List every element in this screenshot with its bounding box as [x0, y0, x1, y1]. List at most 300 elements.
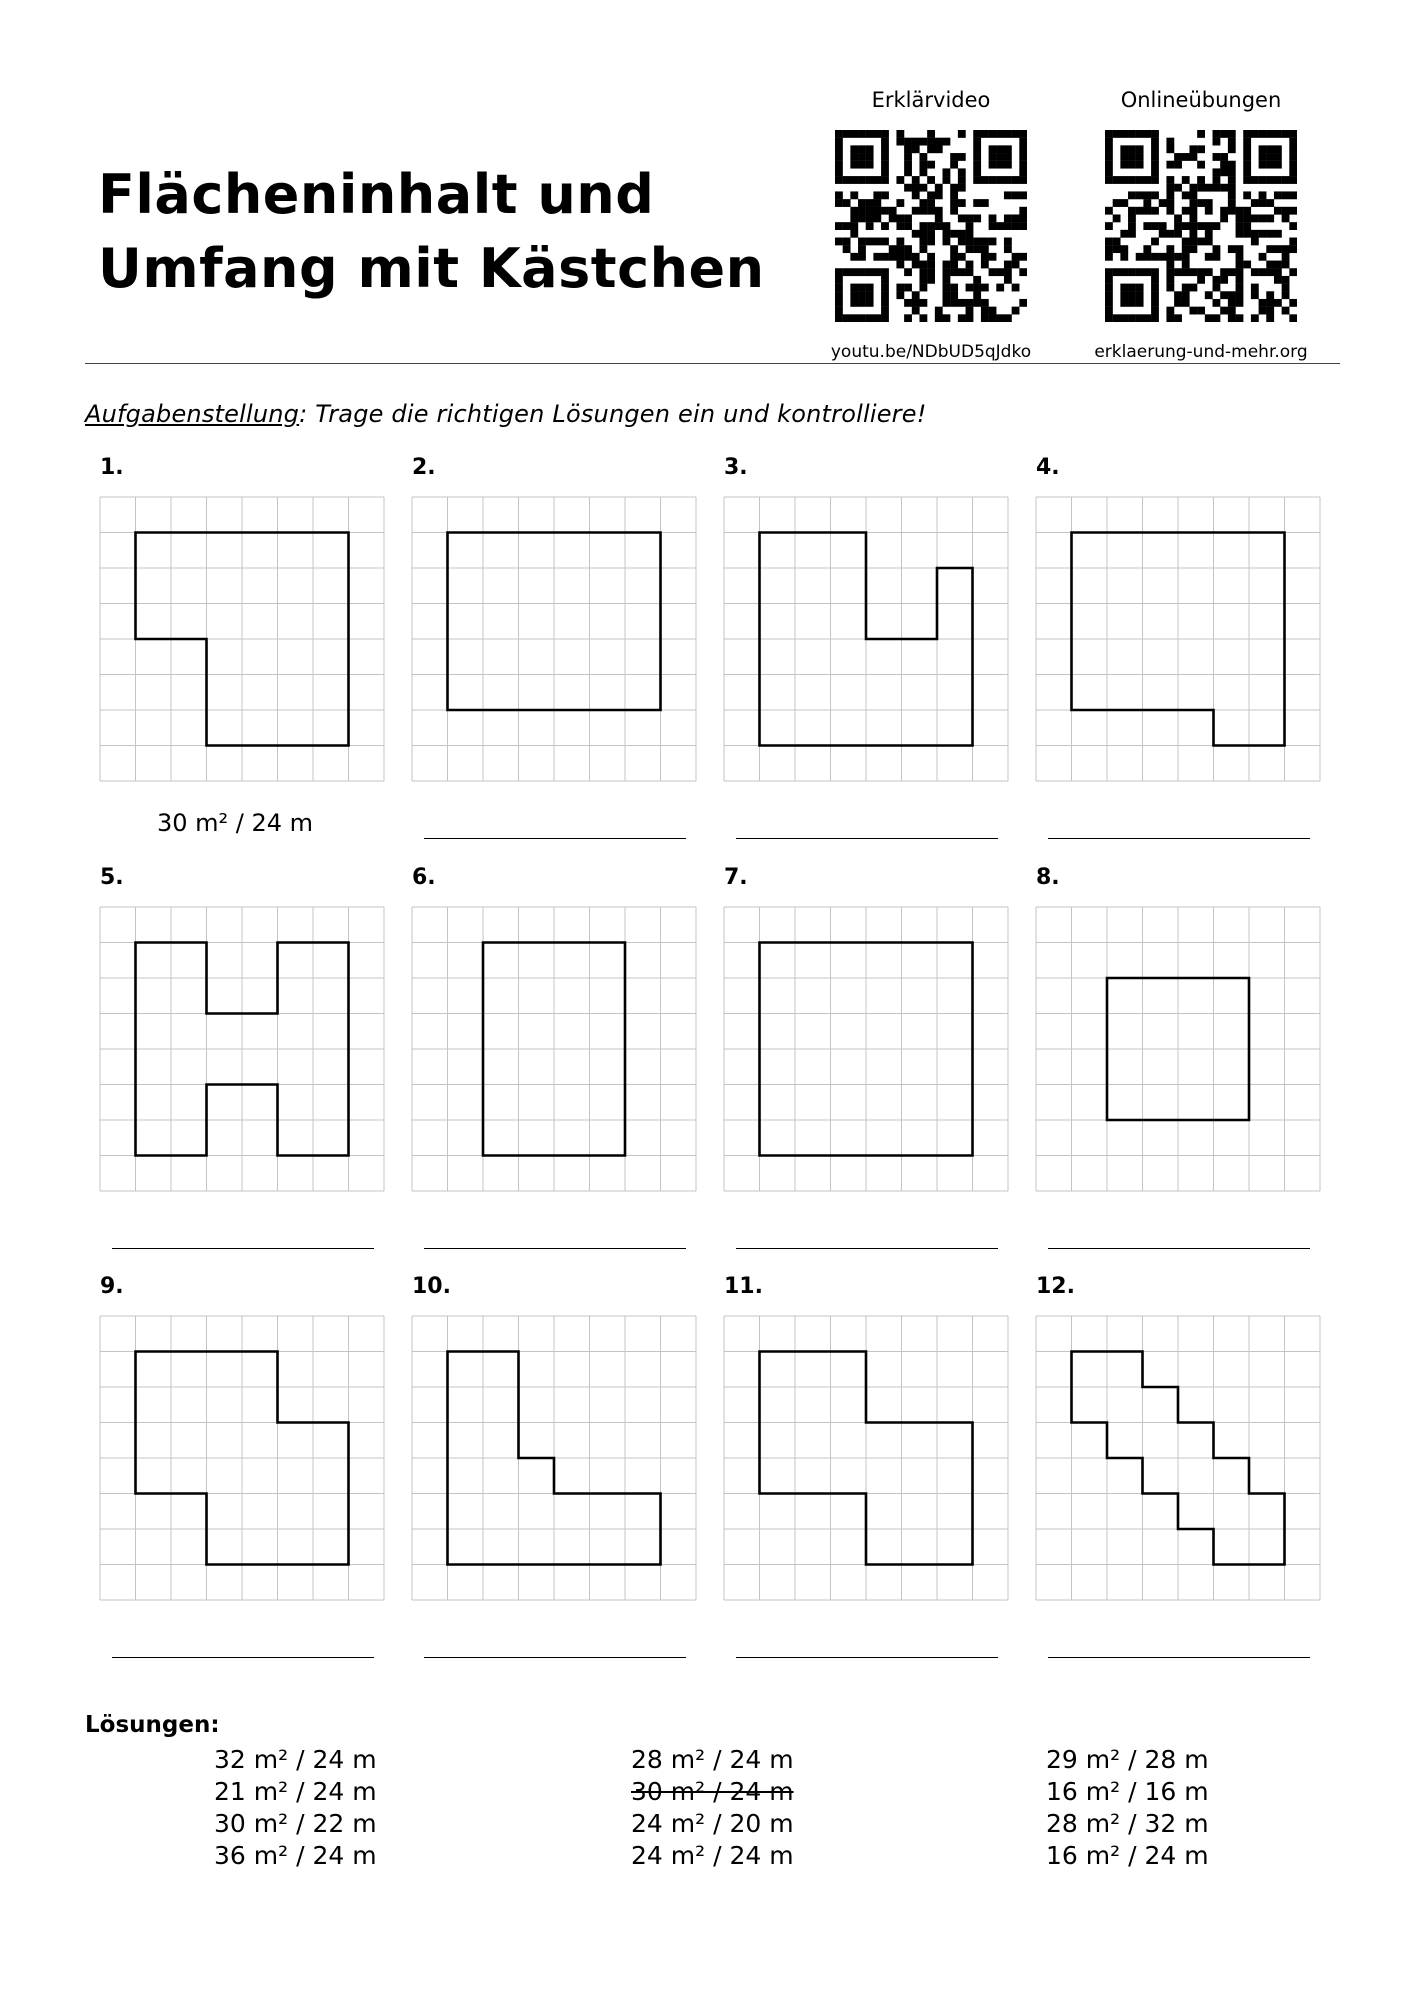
qr-module — [850, 153, 858, 161]
qr-module — [835, 153, 843, 161]
qr-module — [1213, 168, 1221, 176]
qr-module — [1019, 191, 1027, 199]
exercises-url[interactable]: erklaerung-und-mehr.org — [1094, 342, 1308, 362]
qr-module — [1243, 168, 1251, 176]
qr-module — [835, 191, 843, 199]
qr-module — [958, 153, 966, 161]
problem-number: 9. — [100, 1274, 124, 1299]
qr-module — [966, 245, 974, 253]
qr-module — [843, 176, 851, 184]
answer-blank[interactable] — [1048, 1657, 1310, 1658]
qr-module — [912, 230, 920, 238]
qr-module — [866, 314, 874, 322]
qr-module — [1019, 253, 1027, 261]
instruction — [85, 400, 927, 428]
qr-module — [1004, 130, 1012, 138]
qr-module — [889, 207, 897, 215]
qr-module — [1120, 130, 1128, 138]
qr-module — [1259, 161, 1267, 169]
qr-module — [1151, 314, 1159, 322]
exercises-label: Onlineübungen — [1120, 88, 1282, 112]
qr-module — [981, 130, 989, 138]
instruction-lead: Aufgabenstellung — [85, 400, 300, 428]
qr-module — [896, 222, 904, 230]
qr-module — [1220, 184, 1228, 192]
qr-module — [858, 199, 866, 207]
qr-module — [1105, 245, 1113, 253]
qr-module — [1228, 268, 1236, 276]
qr-module — [950, 299, 958, 307]
qr-module — [858, 245, 866, 253]
qr-module — [904, 253, 912, 261]
solution-value-crossed-out: 30 m² / 24 m — [631, 1777, 794, 1806]
qr-module — [1019, 153, 1027, 161]
qr-module — [1120, 299, 1128, 307]
qr-module — [1105, 161, 1113, 169]
problem-number: 5. — [100, 865, 124, 890]
qr-module — [927, 230, 935, 238]
qr-module — [866, 199, 874, 207]
qr-module — [858, 291, 866, 299]
qr-module — [896, 138, 904, 146]
qr-module — [1166, 284, 1174, 292]
qr-module — [896, 261, 904, 269]
qr-module — [950, 207, 958, 215]
qr-module — [1019, 222, 1027, 230]
qr-module — [1220, 130, 1228, 138]
qr-module — [927, 207, 935, 215]
qr-module — [1197, 199, 1205, 207]
qr-module — [1151, 130, 1159, 138]
qr-module — [996, 268, 1004, 276]
qr-module — [1205, 222, 1213, 230]
worksheet-title — [98, 158, 765, 306]
qr-module — [866, 145, 874, 153]
qr-module — [1274, 145, 1282, 153]
qr-module — [919, 268, 927, 276]
qr-module — [904, 161, 912, 169]
qr-module — [973, 199, 981, 207]
title-line-1: Flächeninhalt und — [98, 163, 655, 226]
qr-module — [919, 138, 927, 146]
qr-module — [1259, 145, 1267, 153]
qr-module — [927, 261, 935, 269]
qr-module — [1228, 168, 1236, 176]
qr-module — [1197, 130, 1205, 138]
qr-module — [1266, 245, 1274, 253]
qr-module — [1128, 145, 1136, 153]
qr-module — [1143, 176, 1151, 184]
problem-grid-figure — [99, 1315, 385, 1601]
qr-module — [1128, 299, 1136, 307]
qr-module — [904, 222, 912, 230]
qr-module — [850, 284, 858, 292]
qr-module — [973, 238, 981, 246]
qr-module — [1220, 268, 1228, 276]
qr-module — [881, 222, 889, 230]
qr-module — [1236, 276, 1244, 284]
qr-module — [989, 130, 997, 138]
qr-module — [889, 214, 897, 222]
qr-module — [989, 268, 997, 276]
qr-module — [1128, 176, 1136, 184]
qr-module — [989, 222, 997, 230]
qr-module — [1019, 168, 1027, 176]
qr-module — [958, 314, 966, 322]
qr-module — [1019, 207, 1027, 215]
qr-module — [1120, 314, 1128, 322]
qr-module — [958, 230, 966, 238]
qr-module — [1236, 268, 1244, 276]
qr-module — [989, 176, 997, 184]
qr-module — [1182, 176, 1190, 184]
qr-module — [1174, 222, 1182, 230]
qr-module — [943, 314, 951, 322]
qr-module — [973, 130, 981, 138]
qr-module — [1189, 222, 1197, 230]
qr-module — [1220, 307, 1228, 315]
qr-module — [1282, 291, 1290, 299]
qr-module — [1143, 199, 1151, 207]
qr-module — [1136, 291, 1144, 299]
qr-module — [1004, 161, 1012, 169]
qr-module — [1243, 261, 1251, 269]
qr-module — [927, 130, 935, 138]
qr-module — [935, 207, 943, 215]
qr-module — [1228, 138, 1236, 146]
qr-module — [881, 161, 889, 169]
qr-module — [1182, 299, 1190, 307]
qr-module — [850, 207, 858, 215]
qr-module — [866, 130, 874, 138]
qr-module — [981, 261, 989, 269]
qr-module — [996, 314, 1004, 322]
qr-module — [835, 238, 843, 246]
qr-module — [1259, 176, 1267, 184]
qr-module — [1189, 230, 1197, 238]
qr-module — [1236, 214, 1244, 222]
qr-module — [1274, 207, 1282, 215]
qr-module — [927, 191, 935, 199]
qr-module — [881, 168, 889, 176]
qr-module — [912, 307, 920, 315]
qr-module — [1105, 130, 1113, 138]
qr-module — [1019, 176, 1027, 184]
qr-module — [1182, 191, 1190, 199]
qr-module — [1143, 268, 1151, 276]
answer-blank[interactable] — [112, 1248, 374, 1249]
qr-module — [919, 299, 927, 307]
qr-module — [1197, 238, 1205, 246]
qr-module — [1228, 314, 1236, 322]
qr-module — [1105, 222, 1113, 230]
qr-module — [981, 314, 989, 322]
qr-module — [1243, 130, 1251, 138]
qr-module — [835, 161, 843, 169]
qr-module — [835, 276, 843, 284]
answer-blank[interactable] — [424, 1657, 686, 1658]
qr-module — [935, 307, 943, 315]
qr-module — [858, 153, 866, 161]
qr-module — [943, 276, 951, 284]
qr-module — [881, 253, 889, 261]
qr-module — [881, 153, 889, 161]
qr-module — [1143, 245, 1151, 253]
qr-module — [1105, 138, 1113, 146]
qr-module — [881, 284, 889, 292]
qr-module — [858, 299, 866, 307]
qr-module — [866, 153, 874, 161]
qr-module — [1266, 230, 1274, 238]
qr-module — [843, 199, 851, 207]
qr-module — [1205, 199, 1213, 207]
qr-module — [1266, 130, 1274, 138]
qr-module — [1205, 291, 1213, 299]
qr-module — [858, 214, 866, 222]
qr-module — [881, 138, 889, 146]
qr-module — [843, 130, 851, 138]
qr-module — [1243, 222, 1251, 230]
qr-module — [866, 238, 874, 246]
qr-module — [919, 207, 927, 215]
qr-module — [1274, 245, 1282, 253]
qr-module — [1243, 230, 1251, 238]
answer-blank[interactable] — [736, 1657, 998, 1658]
qr-module — [881, 238, 889, 246]
qr-module — [1251, 268, 1259, 276]
qr-module — [1289, 191, 1297, 199]
qr-module — [935, 214, 943, 222]
qr-module — [1128, 291, 1136, 299]
qr-module — [1182, 268, 1190, 276]
qr-module — [866, 291, 874, 299]
qr-module — [904, 184, 912, 192]
qr-module — [1243, 145, 1251, 153]
qr-module — [1251, 314, 1259, 322]
qr-module — [1019, 268, 1027, 276]
qr-module — [1159, 199, 1167, 207]
qr-module — [889, 253, 897, 261]
qr-module — [1274, 268, 1282, 276]
qr-module — [858, 314, 866, 322]
video-url[interactable]: youtu.be/NDbUD5qJdko — [830, 342, 1032, 362]
qr-module — [850, 268, 858, 276]
qr-module — [1128, 230, 1136, 238]
qr-module — [866, 214, 874, 222]
qr-module — [1189, 191, 1197, 199]
qr-module — [1289, 153, 1297, 161]
qr-module — [1220, 276, 1228, 284]
qr-module — [1236, 261, 1244, 269]
qr-module — [989, 314, 997, 322]
qr-module — [1243, 207, 1251, 215]
qr-module — [904, 245, 912, 253]
qr-module — [1113, 199, 1121, 207]
qr-module — [989, 145, 997, 153]
qr-module — [1266, 261, 1274, 269]
qr-module — [935, 184, 943, 192]
qr-module — [904, 284, 912, 292]
qr-module — [1151, 276, 1159, 284]
qr-module — [881, 276, 889, 284]
qr-module — [1197, 307, 1205, 315]
qr-module — [1004, 214, 1012, 222]
qr-module — [943, 299, 951, 307]
qr-module — [1113, 176, 1121, 184]
qr-module — [966, 268, 974, 276]
qr-module — [866, 176, 874, 184]
qr-module — [1128, 191, 1136, 199]
qr-module — [950, 199, 958, 207]
qr-module — [1243, 176, 1251, 184]
qr-module — [935, 138, 943, 146]
qr-module — [1220, 168, 1228, 176]
qr-module — [1166, 314, 1174, 322]
answer-blank[interactable] — [736, 1248, 998, 1249]
qr-module — [1105, 253, 1113, 261]
qr-module — [1128, 314, 1136, 322]
qr-module — [919, 276, 927, 284]
qr-module — [1113, 214, 1121, 222]
qr-module — [966, 238, 974, 246]
qr-module — [835, 222, 843, 230]
qr-module — [1197, 176, 1205, 184]
qr-module — [1012, 222, 1020, 230]
qr-module — [1236, 253, 1244, 261]
qr-module — [912, 191, 920, 199]
qr-module — [843, 268, 851, 276]
qr-module — [1243, 153, 1251, 161]
qr-module — [1236, 284, 1244, 292]
qr-module — [1012, 191, 1020, 199]
qr-module — [996, 130, 1004, 138]
qr-module — [1266, 161, 1274, 169]
qr-module — [1289, 299, 1297, 307]
qr-module — [950, 268, 958, 276]
qr-module — [1282, 214, 1290, 222]
qr-module — [1259, 268, 1267, 276]
qr-module — [850, 191, 858, 199]
qr-module — [1136, 268, 1144, 276]
qr-module — [1251, 238, 1259, 246]
qr-module — [981, 245, 989, 253]
qr-module — [958, 168, 966, 176]
qr-module — [1174, 268, 1182, 276]
qr-module — [1166, 138, 1174, 146]
qr-module — [966, 284, 974, 292]
qr-module — [858, 145, 866, 153]
qr-module — [989, 214, 997, 222]
answer-blank[interactable] — [1048, 1248, 1310, 1249]
qr-module — [873, 176, 881, 184]
qr-module — [1012, 130, 1020, 138]
qr-module — [1228, 145, 1236, 153]
qr-module — [958, 253, 966, 261]
qr-module — [1182, 253, 1190, 261]
qr-module — [896, 130, 904, 138]
answer-blank[interactable] — [1048, 838, 1310, 839]
qr-module — [958, 214, 966, 222]
qr-module — [1151, 284, 1159, 292]
solution-value: 32 m² / 24 m — [214, 1745, 377, 1774]
qr-module — [981, 284, 989, 292]
problem-number: 1. — [100, 455, 124, 480]
qr-module — [896, 253, 904, 261]
qr-module — [835, 299, 843, 307]
answer-blank[interactable] — [736, 838, 998, 839]
qr-module — [1220, 153, 1228, 161]
qr-module — [996, 176, 1004, 184]
qr-module — [1228, 130, 1236, 138]
qr-module — [1213, 176, 1221, 184]
problem-number: 10. — [412, 1274, 451, 1299]
qr-module — [1189, 153, 1197, 161]
qr-module — [1151, 222, 1159, 230]
qr-module — [1274, 276, 1282, 284]
qr-module — [904, 138, 912, 146]
qr-module — [912, 145, 920, 153]
qr-module — [1182, 291, 1190, 299]
qr-module — [1266, 314, 1274, 322]
qr-module — [935, 191, 943, 199]
solutions-column-3 — [1046, 1744, 1209, 1872]
qr-module — [943, 261, 951, 269]
answer-blank[interactable] — [424, 1248, 686, 1249]
exercises-qr-code[interactable] — [1105, 130, 1297, 322]
qr-module — [958, 184, 966, 192]
qr-module — [943, 138, 951, 146]
qr-module — [981, 299, 989, 307]
video-qr-code[interactable] — [835, 130, 1027, 322]
qr-module — [943, 291, 951, 299]
qr-module — [927, 276, 935, 284]
qr-module — [1105, 168, 1113, 176]
qr-module — [950, 191, 958, 199]
qr-module — [1236, 230, 1244, 238]
solution-value: 29 m² / 28 m — [1046, 1745, 1209, 1774]
qr-module — [1151, 253, 1159, 261]
qr-module — [858, 284, 866, 292]
qr-module — [1151, 138, 1159, 146]
qr-module — [1251, 214, 1259, 222]
qr-module — [989, 161, 997, 169]
qr-module — [1205, 253, 1213, 261]
qr-module — [1004, 145, 1012, 153]
qr-module — [1213, 245, 1221, 253]
qr-module — [850, 222, 858, 230]
solution-value: 28 m² / 24 m — [631, 1745, 794, 1774]
qr-module — [866, 299, 874, 307]
qr-module — [1012, 284, 1020, 292]
problem-grid-figure — [411, 1315, 697, 1601]
qr-module — [996, 222, 1004, 230]
qr-module — [1105, 145, 1113, 153]
qr-module — [966, 261, 974, 269]
qr-module — [1120, 268, 1128, 276]
qr-module — [1166, 199, 1174, 207]
qr-module — [1197, 276, 1205, 284]
qr-module — [943, 168, 951, 176]
qr-module — [873, 268, 881, 276]
answer-blank[interactable] — [424, 838, 686, 839]
qr-module — [912, 291, 920, 299]
qr-module — [1220, 291, 1228, 299]
qr-module — [943, 284, 951, 292]
problem-grid-figure — [411, 496, 697, 782]
answer-blank[interactable] — [112, 1657, 374, 1658]
qr-module — [1151, 176, 1159, 184]
qr-module — [1289, 138, 1297, 146]
